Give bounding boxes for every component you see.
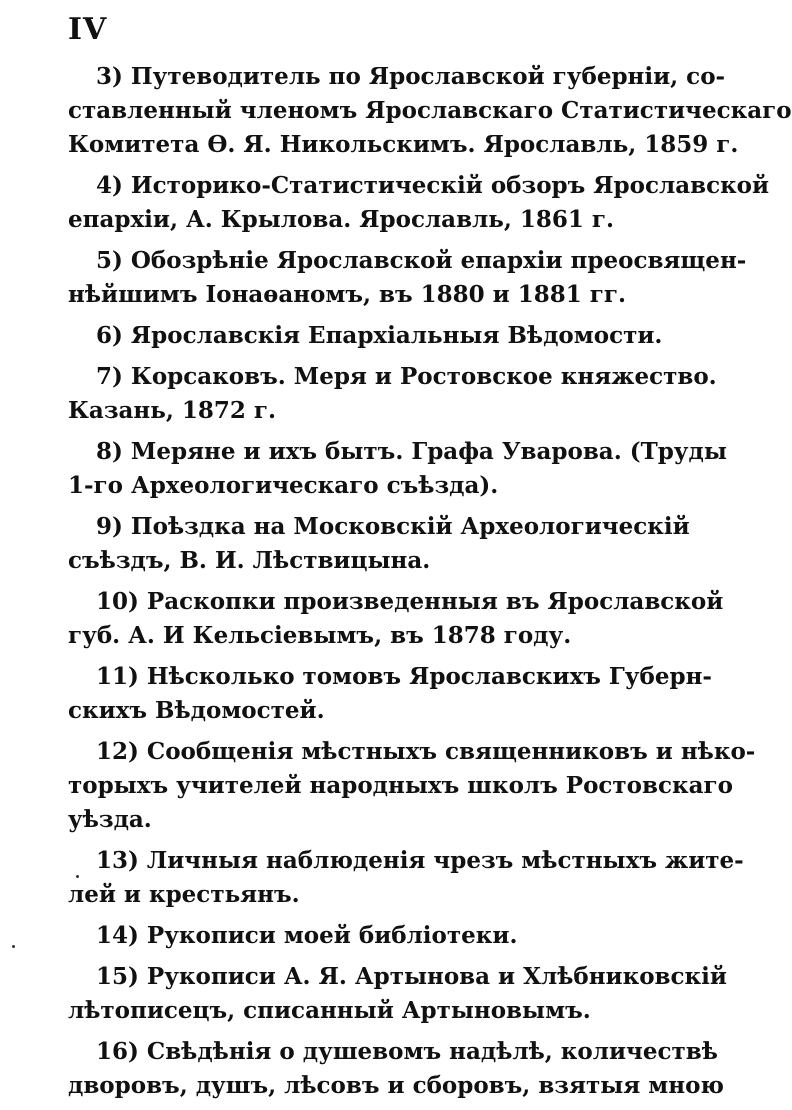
entry-line: лей и крестьянъ. (68, 881, 300, 908)
list-item (68, 510, 690, 578)
entry-line: 16) Свѣдѣнія о душевомъ надѣлѣ, количествѣ (96, 1038, 718, 1065)
entry-line: 7) Корсаковъ. Меря и Ростовское княжество. (96, 363, 717, 390)
entry-line: 1-го Археологическаго съѣзда). (68, 472, 499, 499)
entry-line: епархіи, А. Крылова. Ярославль, 1861 г. (68, 206, 615, 233)
entry-line: 12) Сообщенія мѣстныхъ священниковъ и нѣко- (96, 738, 756, 765)
list-item (68, 960, 727, 1028)
entry-line: ставленный членомъ Ярославскаго Статистическаго (68, 97, 792, 124)
list-item (68, 844, 744, 912)
entry-line: 4) Историко-Статистическій обзоръ Ярославской (96, 172, 770, 199)
entry-line: скихъ Вѣдомостей. (68, 697, 325, 724)
list-item (68, 244, 747, 312)
list-item (68, 169, 770, 237)
list-item (68, 319, 663, 353)
list-item (68, 1035, 725, 1103)
list-item (68, 919, 660, 953)
list-item (68, 735, 756, 837)
entry-line: уѣзда. (68, 806, 152, 833)
entry-line: 13) Личныя наблюденія чрезъ мѣстныхъ жите- (96, 847, 744, 874)
list-item (68, 360, 717, 428)
entry-line: 15) Рукописи А. Я. Артынова и Хлѣбниковскій (96, 963, 727, 990)
entry-line: нѣйшимъ Іонаѳаномъ, въ 1880 и 1881 гг. (68, 281, 626, 308)
list-item (68, 585, 724, 653)
entry-line: 10) Раскопки произведенныя въ Ярославской (96, 588, 724, 615)
entry-line: 5) Обозрѣніе Ярославской епархіи преосвящен- (96, 247, 747, 274)
list-item (68, 60, 792, 162)
entry-line: торыхъ учителей народныхъ школъ Ростовскаго (68, 772, 733, 799)
list-item (68, 660, 712, 728)
entry-line: лѣтописецъ, списанный Артыновымъ. (68, 997, 591, 1024)
entry-line: съѣздъ, В. И. Лѣствицына. (68, 547, 431, 574)
entry-line: 14) Рукописи моей библіотеки. (96, 922, 518, 949)
entry-line: Казань, 1872 г. (68, 397, 276, 424)
page-number: IV (68, 12, 108, 47)
entry-line: Комитета Ѳ. Я. Никольскимъ. Ярославль, 1859 г. (68, 131, 739, 158)
entry-line: 9) Поѣздка на Московскій Археологическій (96, 513, 690, 540)
print-speck (76, 875, 79, 878)
entry-line: дворовъ, душъ, лѣсовъ и сборовъ, взятыя мною (68, 1072, 725, 1099)
print-speck (12, 945, 15, 948)
entry-line: 3) Путеводитель по Ярославской губерніи, со- (96, 63, 726, 90)
entry-line: губ. А. И Кельсіевымъ, въ 1878 году. (68, 622, 572, 649)
list-item (68, 435, 727, 503)
bibliography-list (68, 60, 792, 1110)
entry-line: 11) Нѣсколько томовъ Ярославскихъ Губерн- (96, 663, 712, 690)
entry-line: 8) Меряне и ихъ бытъ. Графа Уварова. (Труды (96, 438, 727, 465)
entry-line: 6) Ярославскія Епархіальныя Вѣдомости. (96, 322, 663, 349)
